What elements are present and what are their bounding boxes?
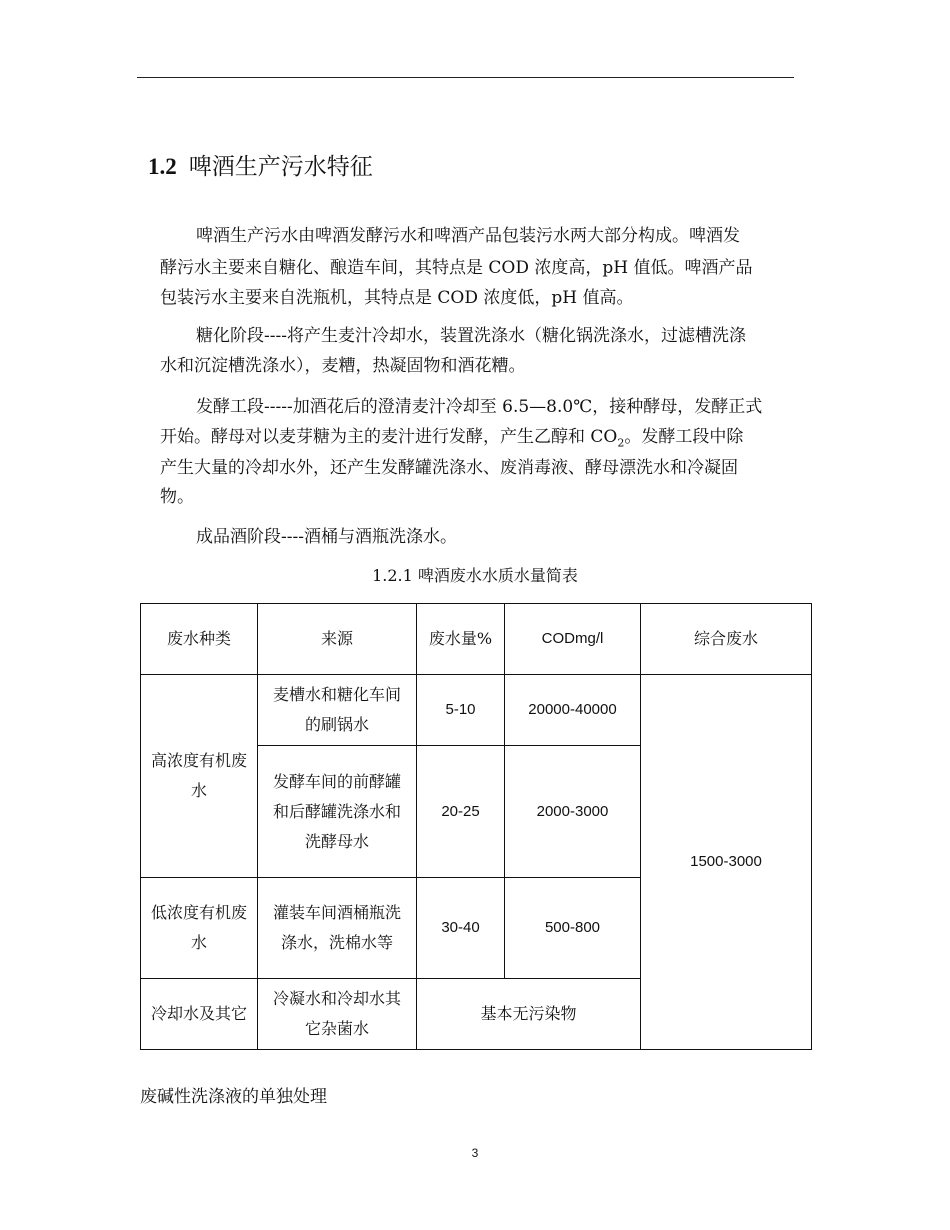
source-cell: 发酵车间的前酵罐和后酵罐洗涤水和洗酵母水 [258,746,417,878]
subsection-text: 废碱性洗涤液的单独处理 [140,1087,327,1107]
combined-cell: 1500-3000 [641,675,812,1050]
header-rule [137,77,794,78]
source-cell: 麦槽水和糖化车间的刷锅水 [258,675,417,746]
volume-cell: 5-10 [417,675,505,746]
paragraph-line: 啤酒生产污水由啤酒发酵污水和啤酒产品包装污水两大部分构成。啤酒发 [196,226,740,246]
cod-cell: 20000-40000 [505,675,641,746]
note-cell: 基本无污染物 [417,979,641,1050]
paragraph-line: 成品酒阶段----酒桶与酒瓶洗涤水。 [196,527,457,547]
paragraph-line: 发酵工段-----加酒花后的澄清麦汁冷却至 6.5—8.0℃，接种酵母，发酵正式 [196,397,763,417]
group-cell: 冷却水及其它 [141,979,258,1050]
paragraph-line: 水和沉淀槽洗涤水），麦糟，热凝固物和酒花糟。 [160,356,526,376]
paragraph-line: 产生大量的冷却水外，还产生发酵罐洗涤水、废消毒液、酵母漂洗水和冷凝固 [160,458,738,478]
source-cell: 冷凝水和冷却水其它杂菌水 [258,979,417,1050]
section-number: 1.2 [148,154,177,179]
page-number: 3 [471,1146,479,1160]
table-header-row [141,604,812,675]
paragraph-line: 物。 [160,487,194,507]
paragraph-line: 酵污水主要来自糖化、酿造车间，其特点是 COD 浓度高，pH 值低。啤酒产品 [160,258,753,278]
table-caption: 1.2.1 啤酒废水水质水量简表 [372,566,578,585]
cod-cell: 2000-3000 [505,746,641,878]
cod-cell: 500-800 [505,878,641,979]
paragraph-line: 糖化阶段----将产生麦汁冷却水，装置洗涤水（糖化锅洗涤水，过滤槽洗涤 [196,326,746,346]
section-heading [148,150,373,184]
header-cell: CODmg/l [505,604,641,675]
line-text: 。发酵工段中除 [624,427,744,447]
volume-cell: 30-40 [417,878,505,979]
line-text: 开始。酵母对以麦芽糖为主的麦汁进行发酵，产生乙醇和 CO [160,427,618,447]
table-row [141,675,812,746]
source-cell: 灌装车间酒桶瓶洗涤水，洗棉水等 [258,878,417,979]
header-cell: 综合废水 [641,604,812,675]
wastewater-table [140,603,812,1050]
section-title: 啤酒生产污水特征 [188,154,373,180]
subscript: 2 [617,436,625,450]
volume-cell: 20-25 [417,746,505,878]
header-cell: 来源 [258,604,417,675]
group-cell: 低浓度有机废水 [141,878,258,979]
group-cell: 高浓度有机废水 [141,675,258,878]
header-cell: 废水量% [417,604,505,675]
paragraph-line [160,424,743,456]
header-cell: 废水种类 [141,604,258,675]
paragraph-line: 包装污水主要来自洗瓶机，其特点是 COD 浓度低，pH 值高。 [160,288,634,308]
